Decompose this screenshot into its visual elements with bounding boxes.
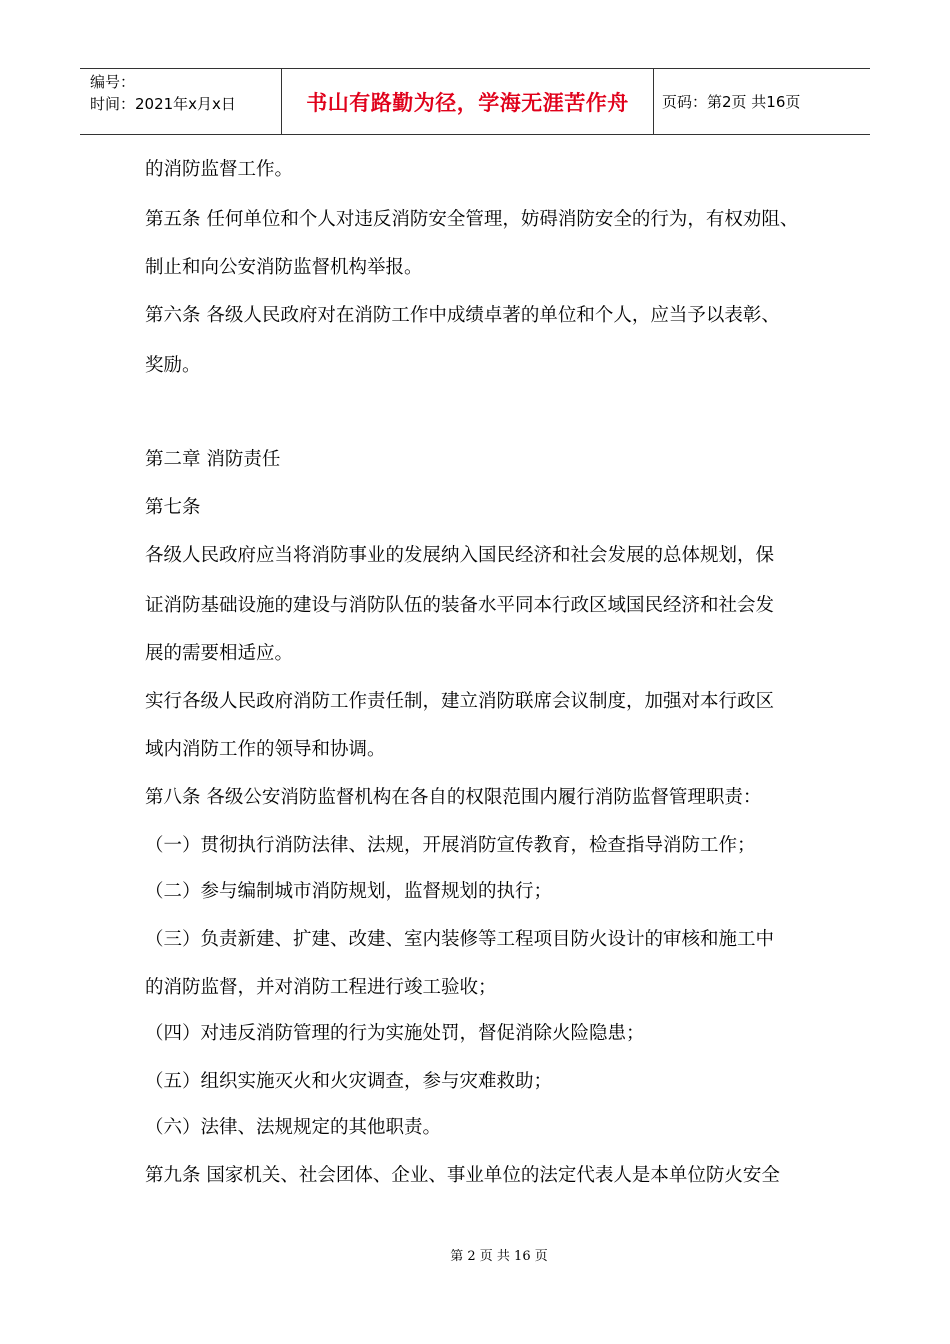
body-line: 实行各级人民政府消防工作责任制，建立消防联席会议制度，加强对本行政区 [145,691,775,712]
header-motto-cell [282,69,654,134]
chapter-heading: 第二章 消防责任 [145,449,281,470]
body-line: 各级人民政府应当将消防事业的发展纳入国民经济和社会发展的总体规划，保 [145,545,775,566]
list-item: （三）负责新建、扩建、改建、室内装修等工程项目防火设计的审核和施工中 [145,929,775,950]
article-heading: 第七条 [145,497,201,518]
list-item: （五）组织实施灭火和火灾调查，参与灾难救助； [145,1071,553,1092]
header-page-cell [654,69,870,134]
body-line: 第五条 任何单位和个人对违反消防安全管理，妨碍消防安全的行为，有权劝阻、 [145,209,799,230]
body-line: 证消防基础设施的建设与消防队伍的装备水平同本行政区域国民经济和社会发 [145,595,775,616]
body-line: 第九条 国家机关、社会团体、企业、事业单位的法定代表人是本单位防火安全 [145,1165,780,1186]
body-line: 奖励。 [145,355,201,376]
body-line: 展的需要相适应。 [145,643,294,664]
footer-page-number: 第 2 页 共 16 页 [450,1249,548,1264]
list-item: （四）对违反消防管理的行为实施处罚，督促消除火险隐患； [145,1023,645,1044]
body-line: 制止和向公安消防监督机构举报。 [145,257,423,278]
body-line: 的消防监督，并对消防工程进行竣工验收； [145,977,497,998]
header-motto: 书山有路勤为径，学海无涯苦作舟 [306,90,629,115]
page-footer [0,1245,950,1264]
body-line: 第八条 各级公安消防监督机构在各自的权限范围内履行消防监督管理职责： [145,787,762,808]
header-meta-cell [80,69,282,134]
list-item: （二）参与编制城市消防规划，监督规划的执行； [145,881,553,902]
header-page-code: 页码：第2页 共16页 [662,93,801,111]
body-line: 域内消防工作的领导和协调。 [145,739,386,760]
list-item: （六）法律、法规规定的其他职责。 [145,1117,442,1138]
body-line: 第六条 各级人民政府对在消防工作中成绩卓著的单位和个人，应当予以表彰、 [145,305,780,326]
body-line: 的消防监督工作。 [145,159,294,180]
document-header [80,68,870,135]
document-date-label: 时间：2021年x月x日 [90,95,236,113]
list-item: （一）贯彻执行消防法律、法规，开展消防宣传教育，检查指导消防工作； [145,835,756,856]
document-number-label: 编号： [90,73,136,91]
